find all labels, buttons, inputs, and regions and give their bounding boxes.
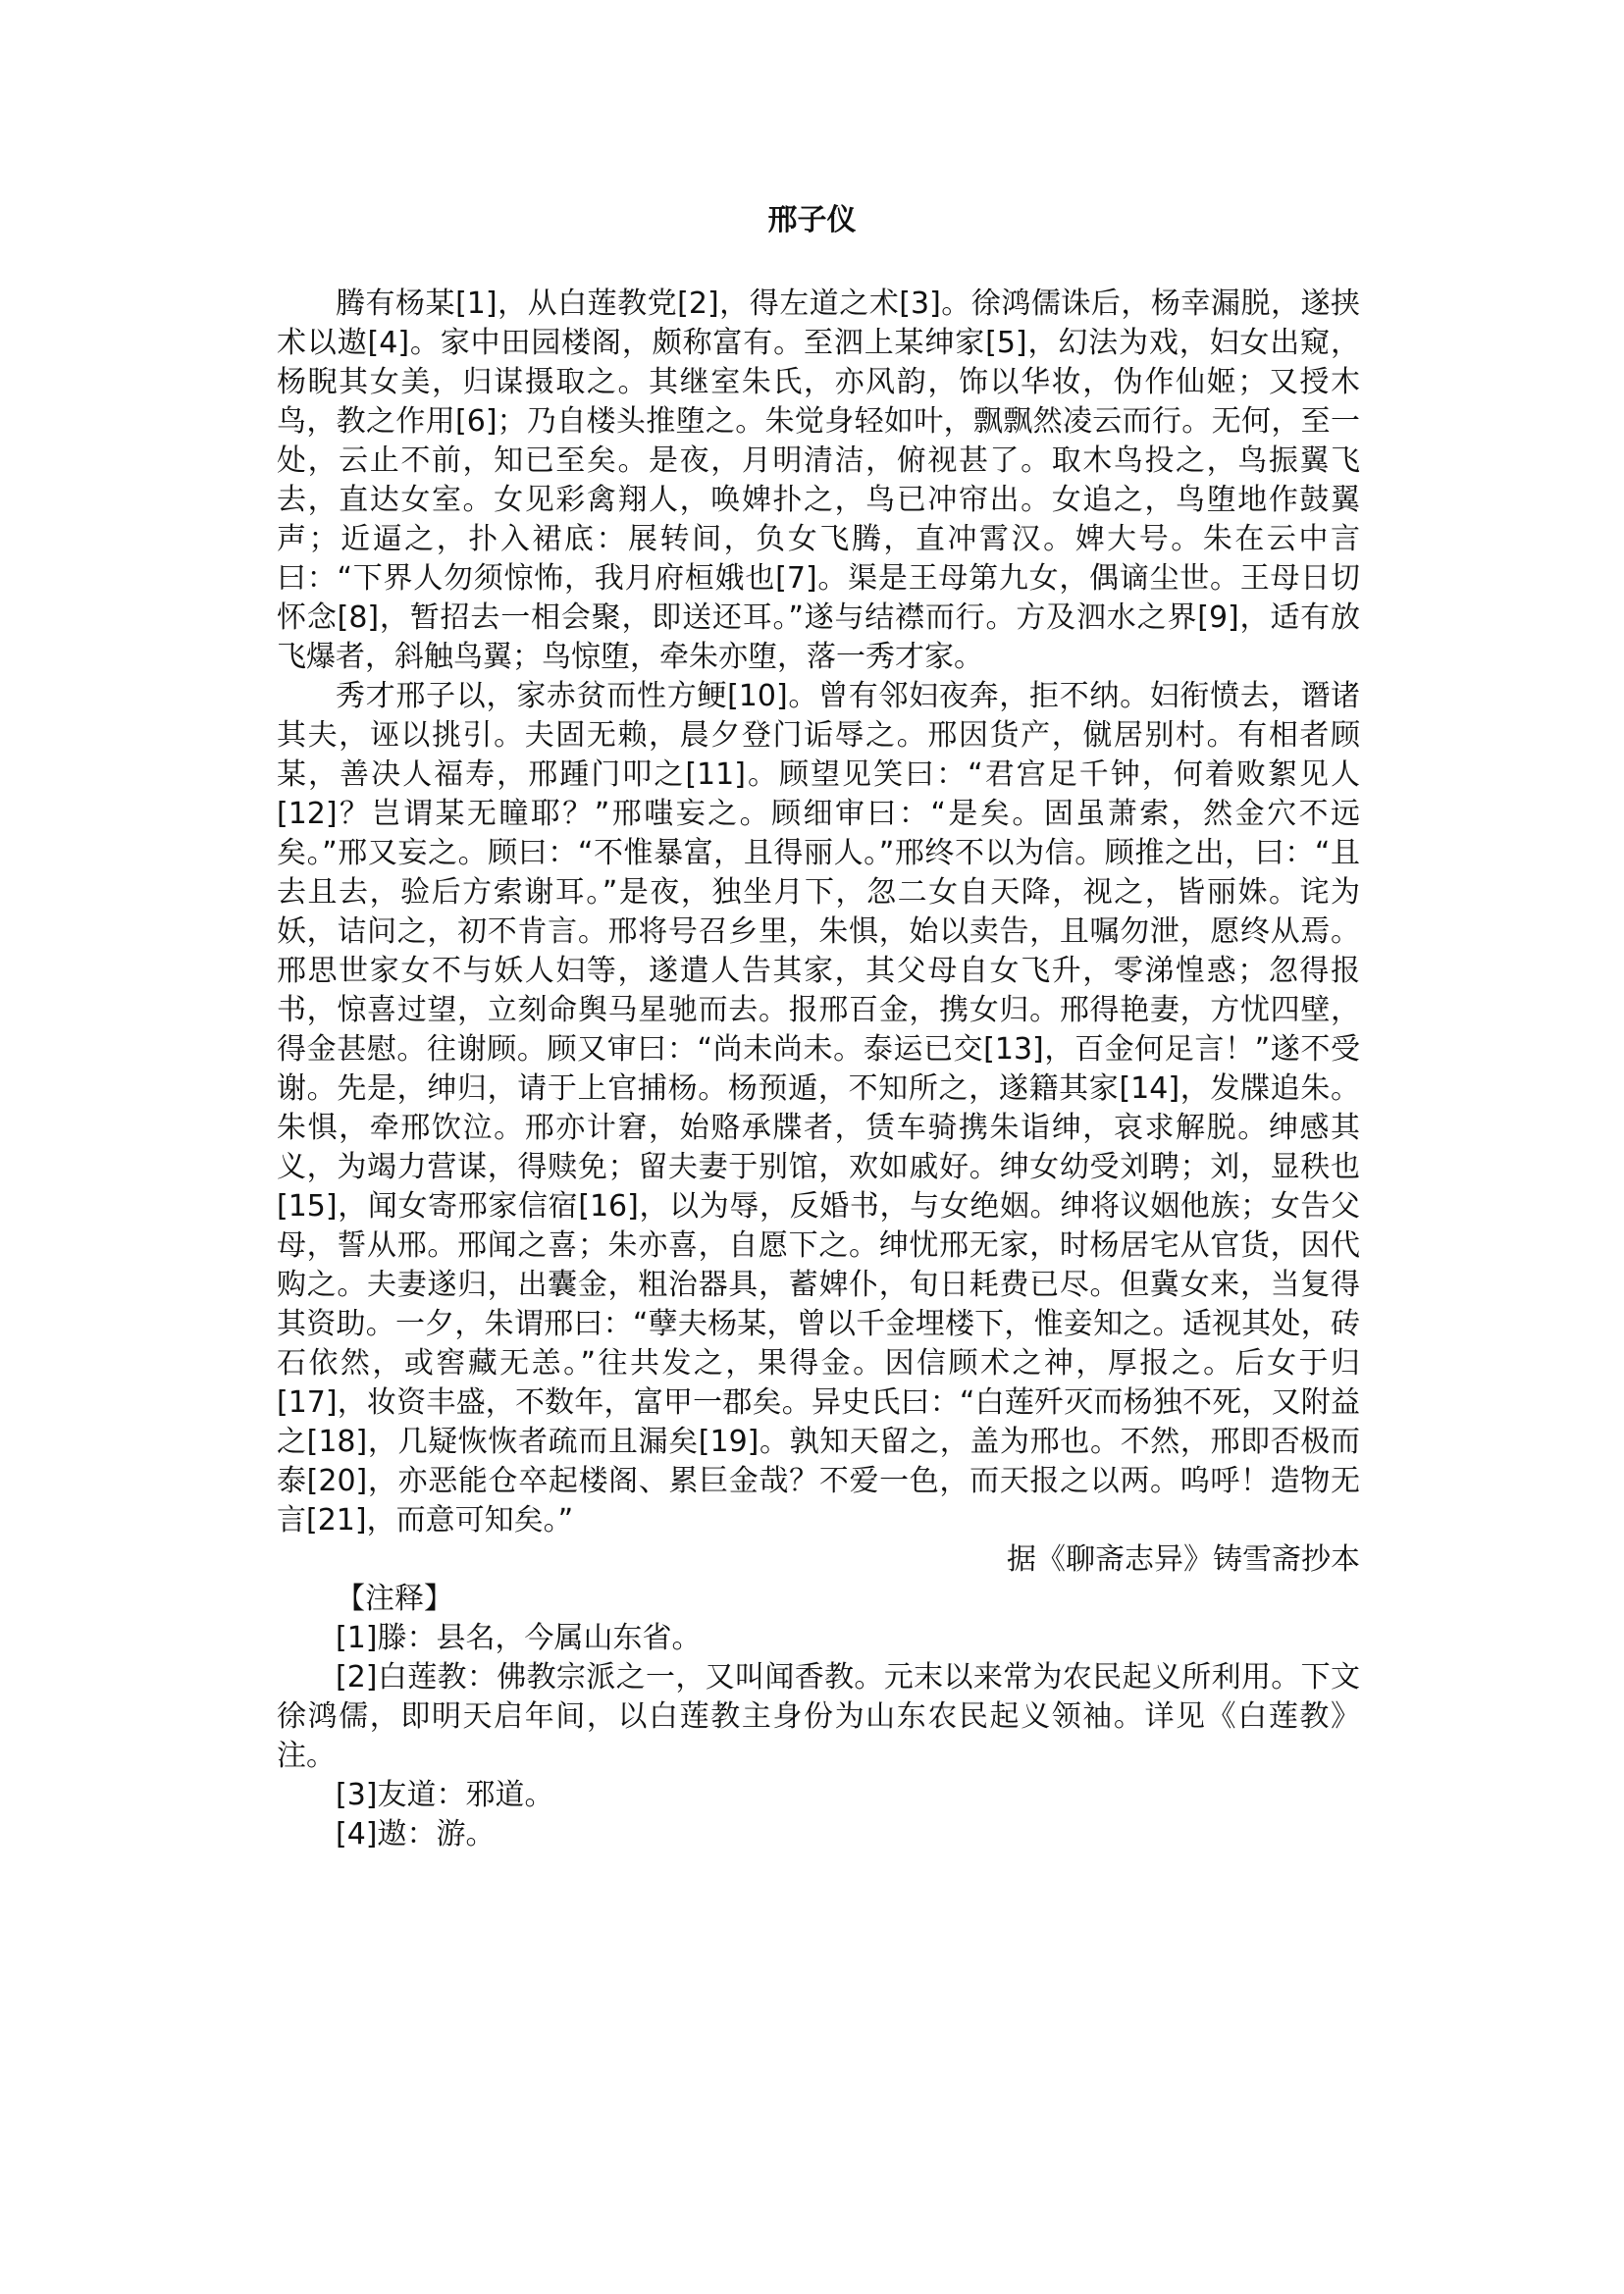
story-paragraph-1: 腾有杨某[1]，从白莲教党[2]，得左道之术[3]。徐鸿儒诛后，杨幸漏脱，遂挟术以遨[4]。家中田园楼阁，颇称富有。至泗上某绅家[5]，幻法为戏，妇女出窥，杨睨其女美，归谋摄取之。其继室朱氏，亦风韵，饰以华妆，伪作仙姬；又授木鸟，教之作用[6]；乃自楼头推堕之。朱觉身轻如叶，飘飘然凌云而行。无何，至一处，云止不前，知已至矣。是夜，月明清洁，俯视甚了。取木鸟投之，鸟振翼飞去，直达女室。女见彩禽翔人，唤婢扑之，鸟已冲帘出。女追之，鸟堕地作鼓翼声；近逼之，扑入裙底：展转间，负女飞腾，直冲霄汉。婢大号。朱在云中言曰：“下界人勿须惊怖，我月府桓娥也[7]。渠是王母第九女，偶谪尘世。王母日切怀念[8]，暂招去一相会聚，即送还耳。”遂与结襟而行。方及泗水之界[9]，适有放飞爆者，斜触鸟翼；鸟惊堕，牵朱亦堕，落一秀才家。 [277,287,1360,674]
note-item: [4]遨：游。 [336,1817,496,1851]
page-title: 邢子仪 [767,203,857,237]
note-item: [1]滕：县名，今属山东省。 [336,1621,702,1655]
source-attribution: 据《聊斋志异》铸雪斋抄本 [1007,1542,1360,1577]
notes-heading: 【注释】 [336,1582,453,1616]
note-item: [2]白莲教：佛教宗派之一，又叫闻香教。元末以来常为农民起义所利用。下文徐鸿儒，即明天启年间，以白莲教主身份为山东农民起义领袖。详见《白莲教》注。 [277,1660,1360,1773]
note-item: [3]友道：邪道。 [336,1778,554,1812]
document-body [277,285,1360,1854]
story-paragraph-2: 秀才邢子以，家赤贫而性方鲠[10]。曾有邻妇夜奔，拒不纳。妇衔愤去，谮诸其夫，诬以挑引。夫固无赖，晨夕登门诟辱之。邢因货产，僦居别村。有相者顾某，善决人福寿，邢踵门叩之[11]。顾望见笑曰：“君宫足千钟，何着败絮见人[12]？岂谓某无瞳耶？”邢嗤妄之。顾细审曰：“是矣。固虽萧索，然金穴不远矣。”邢又妄之。顾曰：“不惟暴富，且得丽人。”邢终不以为信。顾推之出，曰：“且去且去，验后方索谢耳。”是夜，独坐月下，忽二女自天降，视之，皆丽姝。诧为妖，诘问之，初不肯言。邢将号召乡里，朱惧，始以卖告，且嘱勿泄，愿终从焉。邢思世家女不与妖人妇等，遂遣人告其家，其父母自女飞升，零涕惶惑；忽得报书，惊喜过望，立刻命舆马星驰而去。报邢百金，携女归。邢得艳妻，方忧四壁，得金甚慰。往谢顾。顾又审曰：“尚未尚未。泰运已交[13]，百金何足言！”遂不受谢。先是，绅归，请于上官捕杨。杨预遁，不知所之，遂籍其家[14]，发牒追朱。朱惧，牵邢饮泣。邢亦计窘，始赂承牒者，赁车骑携朱诣绅，哀求解脱。绅感其义，为竭力营谋，得赎免；留夫妻于别馆，欢如戚好。绅女幼受刘聘；刘，显秩也[15]，闻女寄邢家信宿[16]，以为辱，反婚书，与女绝姻。绅将议姻他族；女告父母，誓从邢。邢闻之喜；朱亦喜，自愿下之。绅忧邢无家，时杨居宅从官货，因代购之。夫妻遂归，出囊金，粗治器具，蓄婢仆，旬日耗费已尽。但冀女来，当复得其资助。一夕，朱谓邢曰：“孽夫杨某，曾以千金埋楼下，惟妾知之。适视其处，砖石依然，或窖藏无恙。”往共发之，果得金。因信顾术之神，厚报之。后女于归[17]，妆资丰盛，不数年，富甲一郡矣。异史氏曰：“白莲歼灭而杨独不死，又附益之[18]，几疑恢恢者疏而且漏矣[19]。孰知天留之，盖为邢也。不然，邢即否极而泰[20]，亦恶能仓卒起楼阁、累巨金哉？不爱一色，而天报之以两。呜呼！造物无言[21]，而意可知矣。” [277,679,1360,1538]
